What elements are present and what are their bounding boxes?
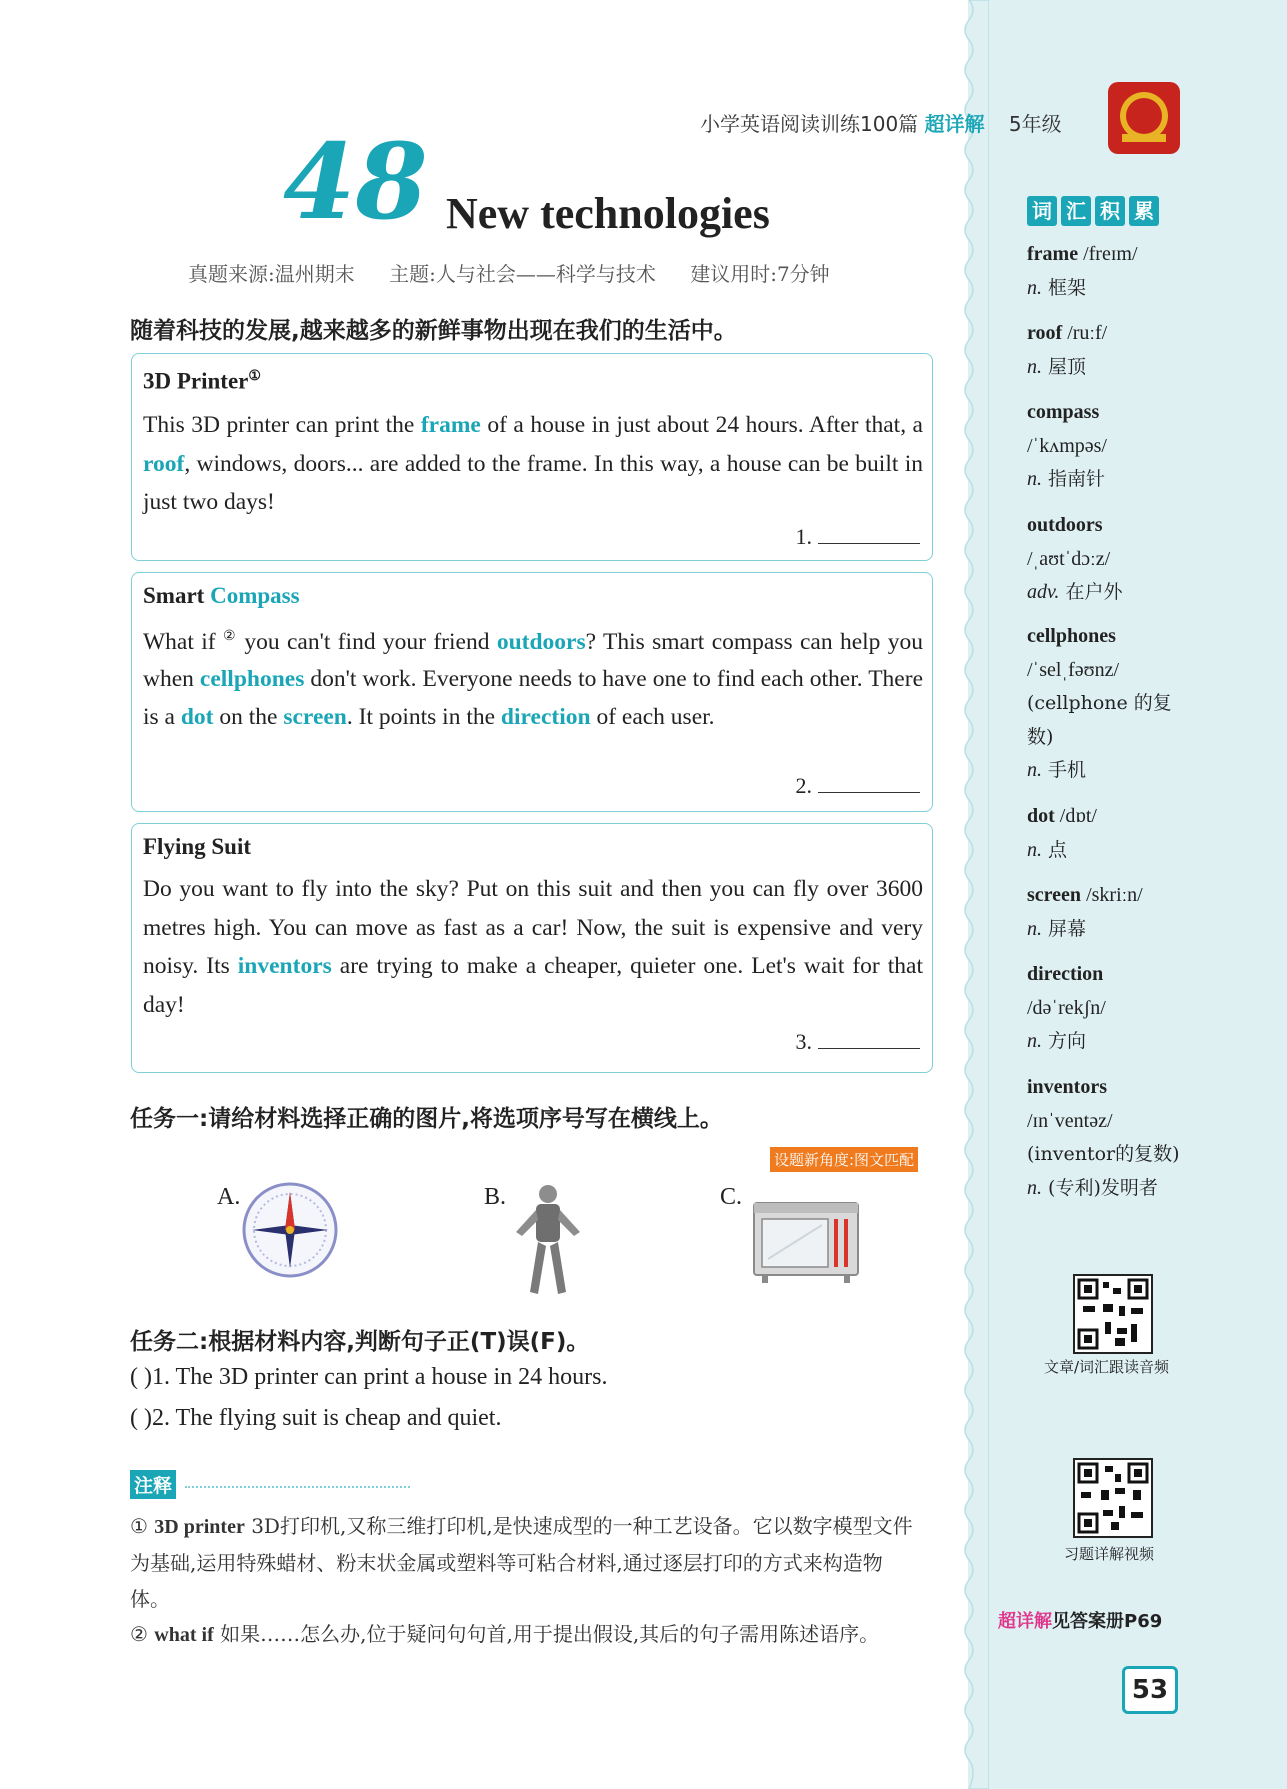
answer-blank[interactable]: 1. (796, 524, 921, 550)
vocab-entry-roof: roof /ruːf/ n. 屋顶 (1027, 322, 1108, 378)
vocab-entry-inventors: inventors /ɪnˈventəz/ (inventor的复数) n. (专利)发明者 (1027, 1076, 1180, 1199)
vocab-heading: 词 汇 积 累 (1027, 196, 1163, 226)
notes-header (130, 1470, 176, 1499)
passage-title: Smart Compass (143, 583, 300, 608)
compass-image (240, 1180, 340, 1280)
qr-audio-caption: 文章/词汇跟读音频 (1044, 1358, 1170, 1376)
book-header (700, 108, 1062, 137)
task2-item-2[interactable]: ( )2. The flying suit is cheap and quiet. (130, 1405, 502, 1431)
keyword: inventors (237, 953, 332, 979)
theme-label: 主题:人与社会——科学与技术 (389, 262, 656, 286)
task1-title: 任务一:请给材料选择正确的图片,将选项序号写在横线上。 (130, 1106, 723, 1132)
task2-item-1[interactable]: ( )1. The 3D printer can print a house in 24 hours. (130, 1364, 608, 1390)
qr-code-video[interactable] (1073, 1458, 1153, 1538)
keyword: frame (420, 412, 481, 438)
passage-text: Do you want to fly into the sky? Put on this suit and then you can fly over 3600 metres high. You can move as fast as a car! Now, the suit is expensive and very noisy. Its inventors are trying to make a cheaper, quieter one. Let's wait for that day! (143, 876, 923, 1018)
answer-blank[interactable]: 2. (796, 773, 921, 799)
passage-3d-printer (131, 353, 933, 561)
vocab-entry-dot: dot /dɒt/ n. 点 (1027, 805, 1097, 861)
3d-printer-image (748, 1195, 864, 1287)
keyword: dot (180, 703, 214, 730)
lesson-meta (188, 258, 830, 287)
answer-reference: 超详解见答案册P69 (998, 1611, 1163, 1632)
vocab-entry-outdoors: outdoors /ˌaʊtˈdɔːz/ adv. 在户外 (1027, 514, 1123, 603)
passage-smart-compass (131, 572, 933, 812)
source-label: 真题来源:温州期末 (188, 262, 355, 286)
keyword: screen (283, 703, 347, 730)
vocab-entry-screen: screen /skriːn/ n. 屏幕 (1027, 884, 1143, 940)
passage-text: What if ② you can't find your friend outdoors? This smart compass can help you when cellphones don't work. Everyone needs to have one to find each other. There is a dot on the screen. It points in the direction of each user. (143, 628, 924, 730)
page-number: 53 (1122, 1666, 1178, 1714)
option-a-label: A. (217, 1184, 241, 1210)
keyword: direction (500, 703, 591, 730)
keyword: outdoors (496, 628, 586, 655)
note-1: ① 3D printer 3D打印机,又称三维打印机,是快速成型的一种工艺设备。它以数字模型文件为基础,运用特殊蜡材、粉末状金属或塑料等可粘合材料,通过逐层打印的方式来构造物体。 (130, 1514, 913, 1611)
qr-video-caption: 习题详解视频 (1064, 1545, 1155, 1563)
grade-label: 5年级 (1008, 112, 1062, 136)
book-title: 小学英语阅读训练100篇 (700, 112, 919, 136)
notes-badge: 注释 (130, 1470, 176, 1499)
vocab-entry-cellphones: cellphones /ˈselˌfəʊnz/ (cellphone 的复数) n. 手机 (1027, 625, 1172, 781)
flying-suit-image (508, 1180, 588, 1298)
note-2: ② what if 如果……怎么办,位于疑问句句首,用于提出假设,其后的句子需用陈述语序。 (130, 1622, 880, 1646)
task1-tag: 设题新角度:图文匹配 (770, 1147, 918, 1172)
notes-divider (185, 1486, 410, 1488)
option-c-label: C. (720, 1184, 743, 1210)
answer-blank[interactable]: 3. (796, 1029, 921, 1055)
lesson-title: New technologies (446, 189, 770, 238)
book-highlight: 超详解 (924, 112, 985, 136)
vocab-entry-direction: direction /dəˈrekʃn/ n. 方向 (1027, 963, 1106, 1052)
publisher-logo (1108, 82, 1180, 154)
option-b-label: B. (484, 1184, 507, 1210)
vocab-entry-frame: frame /freɪm/ n. 框架 (1027, 243, 1138, 299)
vocab-entry-compass: compass /ˈkʌmpəs/ n. 指南针 (1027, 401, 1107, 490)
time-label: 建议用时:7分钟 (690, 262, 830, 286)
lesson-intro: 随着科技的发展,越来越多的新鲜事物出现在我们的生活中。 (130, 318, 737, 344)
task2-title: 任务二:根据材料内容,判断句子正(T)误(F)。 (130, 1329, 590, 1355)
lesson-number: 48 (283, 120, 428, 243)
keyword: cellphones (199, 666, 305, 693)
passage-flying-suit (131, 823, 933, 1073)
qr-code-audio[interactable] (1073, 1274, 1153, 1354)
passage-text: This 3D printer can print the frame of a house in just about 24 hours. After that, a roof, windows, doors... are added to the frame. In this way, a house can be built in just two days! (143, 412, 923, 515)
keyword: roof (143, 450, 185, 477)
wavy-edge (955, 0, 989, 1789)
passage-title: Flying Suit (143, 834, 252, 859)
passage-title: 3D Printer① (143, 368, 261, 394)
